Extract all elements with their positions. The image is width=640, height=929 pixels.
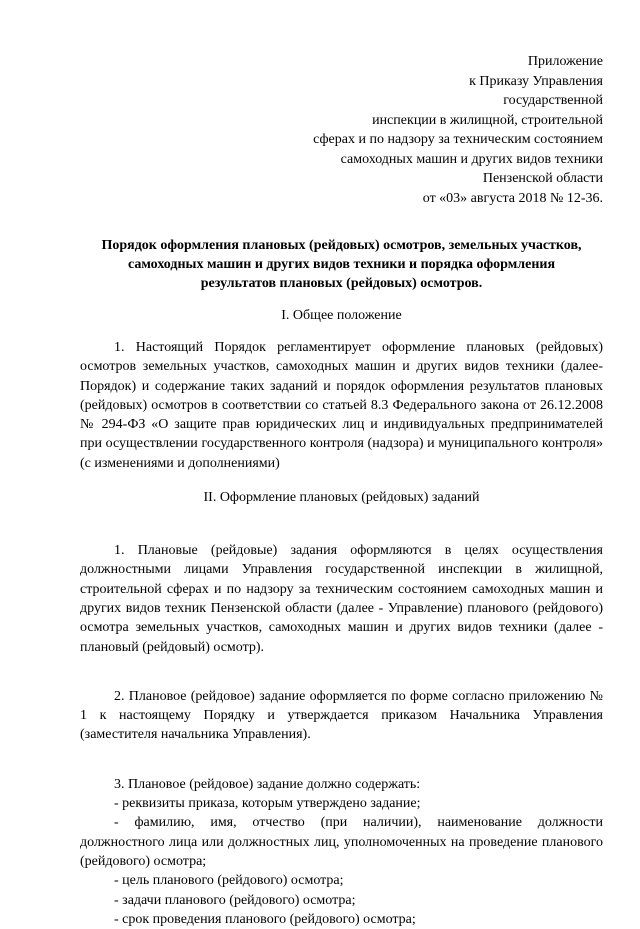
document-page <box>80 52 603 929</box>
list-item: - фамилию, имя, отчество (при наличии), наименование должности должностного лица или должностных лиц, уполномоченных на проведение планового (рейдового) осмотра; <box>80 815 603 869</box>
list-item: - срок проведения планового (рейдового) осмотра; <box>114 911 416 927</box>
paragraph-tasks-2: 2. Плановое (рейдовое) задание оформляется по форме согласно приложению № 1 к настоящему Порядку и утверждается приказом Начальника Управления (заместителя начальника Управления). <box>80 688 603 743</box>
annex-line: самоходных машин и других видов техники <box>340 151 603 167</box>
title-line: результатов плановых (рейдовых) осмотров. <box>200 276 483 291</box>
list-item: - цель планового (рейдового) осмотра; <box>114 873 344 889</box>
paragraph-general-1: 1. Настоящий Порядок регламентирует оформление плановых (рейдовых) осмотров земельных участков, самоходных машин и других видов техники (далее- Порядок) и содержание таких заданий и порядок оформления результатов плановых (рейдовых) осмотров в соответствии со статьей 8.3 Федерального закона от 26.12.2008 № 294-ФЗ «О защите прав юридических лиц и индивидуальных предпринимателей при осуществлении государственного контроля (надзора) и муниципального контроля» (с изменениями и дополнениями) <box>80 340 603 471</box>
annex-line: Приложение <box>527 54 603 69</box>
title-line: Порядок оформления плановых (рейдовых) осмотров, земельных участков, <box>101 238 582 253</box>
annex-line: государственной <box>503 93 603 108</box>
annex-line: сферах и по надзору за техническим состоянием <box>313 132 603 147</box>
title-line: самоходных машин и других видов техники и порядка оформления <box>127 257 556 272</box>
document-title <box>80 236 603 293</box>
annex-line: к Приказу Управления <box>469 73 603 89</box>
section-heading-tasks: II. Оформление плановых (рейдовых) заданий <box>203 490 480 506</box>
list-item: - реквизиты приказа, которым утверждено задание; <box>114 796 421 812</box>
annex-line: от «03» августа 2018 № 12-36. <box>422 190 603 206</box>
section-heading-general: I. Общее положение <box>281 308 402 323</box>
annex-line: Пензенской области <box>482 171 603 186</box>
paragraph-tasks-1: 1. Плановые (рейдовые) задания оформляются в целях осуществления должностными лицами Управления государственной инспекции в жилищной, строительной сферах и по надзору за техническим состоянием самоходных машин и других видов техник Пензенской области (далее - Управление) планового (рейдового) осмотра земельных участков, самоходных машин и других видов техники (далее - плановый (рейдовый) осмотр). <box>80 543 603 655</box>
paragraph-tasks-3-intro: 3. Плановое (рейдовое) задание должно содержать: <box>114 776 421 792</box>
annex-block <box>80 52 603 208</box>
annex-line: инспекции в жилищной, строительной <box>372 112 603 128</box>
list-item: - задачи планового (рейдового) осмотра; <box>114 892 356 908</box>
